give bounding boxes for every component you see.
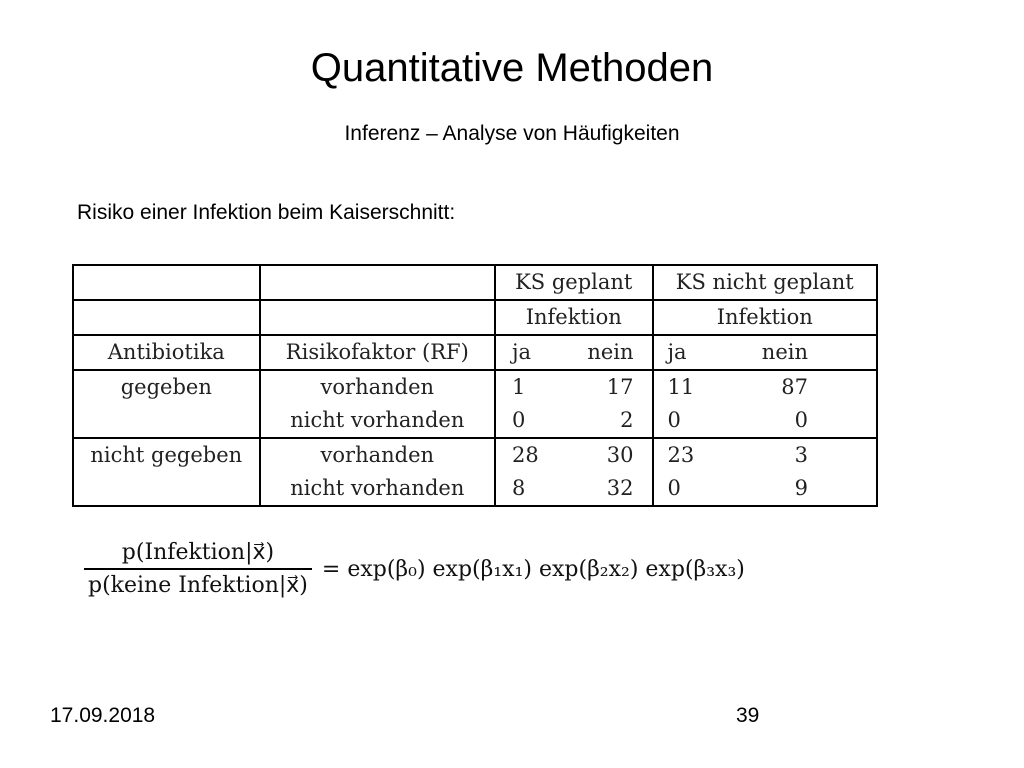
value-cell: 2 <box>575 404 653 438</box>
slide-title: Quantitative Methoden <box>310 46 714 90</box>
header-antibiotika: Antibiotika <box>73 335 260 370</box>
empty-cell <box>260 300 495 335</box>
value-cell: 23 <box>653 438 725 472</box>
value-cell: 17 <box>575 370 653 404</box>
header-row-2 <box>73 300 877 335</box>
formula-denominator: p(keine Infektion|x⃗) <box>84 568 312 598</box>
infection-table <box>72 264 878 507</box>
header-row-1 <box>73 265 877 300</box>
table-row <box>73 472 877 506</box>
antibiotika-cell: gegeben <box>73 370 260 404</box>
odds-formula <box>84 540 745 598</box>
header-nein-nicht-geplant: nein <box>724 335 877 370</box>
value-cell: 0 <box>495 404 575 438</box>
empty-cell <box>260 265 495 300</box>
empty-cell <box>73 300 260 335</box>
antibiotika-cell: nicht gegeben <box>73 438 260 472</box>
empty-cell <box>73 265 260 300</box>
table-row <box>73 404 877 438</box>
rf-cell: nicht vorhanden <box>260 404 495 438</box>
table-row <box>73 438 877 472</box>
value-cell: 0 <box>653 472 725 506</box>
header-infektion-nicht-geplant: Infektion <box>653 300 877 335</box>
header-ks-nicht-geplant: KS nicht geplant <box>653 265 877 300</box>
value-cell: 32 <box>575 472 653 506</box>
value-cell: 11 <box>653 370 725 404</box>
formula-numerator: p(Infektion|x⃗) <box>121 540 275 565</box>
value-cell: 28 <box>495 438 575 472</box>
header-row-3 <box>73 335 877 370</box>
header-nein-geplant: nein <box>575 335 653 370</box>
antibiotika-cell <box>73 472 260 506</box>
formula-rhs: = exp(β₀) exp(β₁x₁) exp(β₂x₂) exp(β₃x₃) <box>321 556 745 582</box>
value-cell: 9 <box>724 472 877 506</box>
header-ks-geplant: KS geplant <box>495 265 653 300</box>
value-cell: 3 <box>724 438 877 472</box>
value-cell: 8 <box>495 472 575 506</box>
rf-cell: vorhanden <box>260 370 495 404</box>
table-row <box>73 370 877 404</box>
value-cell: 87 <box>724 370 877 404</box>
footer-date: 17.09.2018 <box>50 704 156 727</box>
value-cell: 0 <box>724 404 877 438</box>
header-infektion-geplant: Infektion <box>495 300 653 335</box>
formula-fraction <box>84 540 312 598</box>
intro-text: Risiko einer Infektion beim Kaiserschnitt: <box>77 201 456 224</box>
value-cell: 30 <box>575 438 653 472</box>
header-ja-nicht-geplant: ja <box>653 335 725 370</box>
page-number: 39 <box>736 704 760 727</box>
antibiotika-cell <box>73 404 260 438</box>
rf-cell: vorhanden <box>260 438 495 472</box>
value-cell: 1 <box>495 370 575 404</box>
slide-subtitle: Inferenz – Analyse von Häufigkeiten <box>344 122 680 145</box>
header-risikofaktor: Risikofaktor (RF) <box>260 335 495 370</box>
rf-cell: nicht vorhanden <box>260 472 495 506</box>
header-ja-geplant: ja <box>495 335 575 370</box>
value-cell: 0 <box>653 404 725 438</box>
